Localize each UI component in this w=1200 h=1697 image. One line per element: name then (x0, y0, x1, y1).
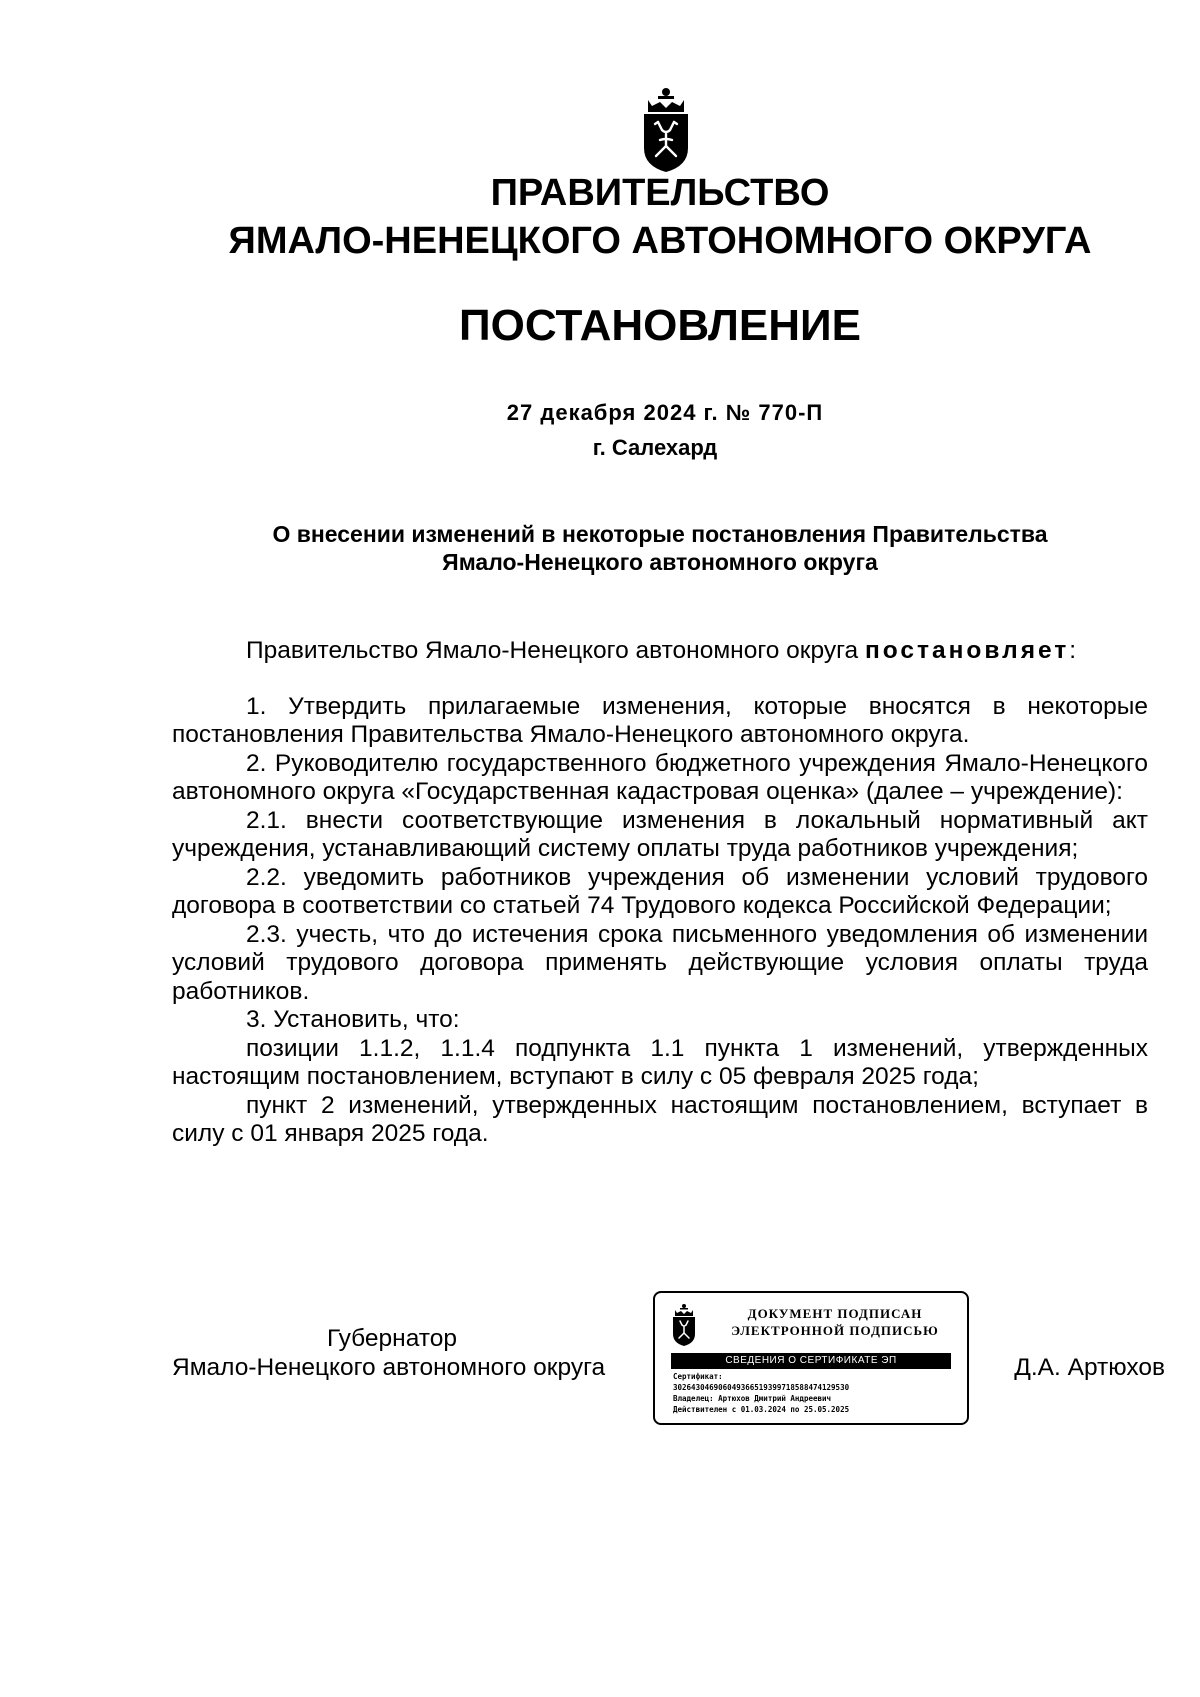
subject-line1: О внесении изменений в некоторые постановления Правительства (272, 521, 1048, 547)
stamp-title-line1: ДОКУМЕНТ ПОДПИСАН (747, 1306, 923, 1321)
body-paragraph: позиции 1.1.2, 1.1.4 подпункта 1.1 пункта 1 изменений, утвержденных настоящим постановлением, вступают в силу с 05 февраля 2025 года; (172, 1034, 1148, 1090)
document-type: ПОСТАНОВЛЕНИЕ (458, 301, 862, 350)
body-paragraph: пункт 2 изменений, утвержденных настоящим постановлением, вступает в силу с 01 января 2025 года. (172, 1091, 1148, 1147)
stamp-cert-number: 302643046906049366519399718588474129530 (673, 1383, 850, 1392)
stamp-title-line2: ЭЛЕКТРОННОЙ ПОДПИСЬЮ (731, 1323, 939, 1338)
document-subject (200, 520, 1120, 576)
org-title-line2: ЯМАЛО-НЕНЕЦКОГО АВТОНОМНОГО ОКРУГА (228, 220, 1092, 262)
body-paragraph: 3. Установить, что: (246, 1006, 460, 1033)
electronic-signature-stamp (653, 1291, 969, 1425)
signer-position: Губернатор (327, 1325, 457, 1352)
coat-of-arms-icon (638, 86, 694, 174)
document-city: г. Салехард (592, 435, 718, 460)
intro-paragraph (172, 637, 1148, 666)
signer-region: Ямало-Ненецкого автономного округа (172, 1353, 606, 1381)
signer-title (172, 1325, 642, 1382)
body-paragraph: 2.1. внести соответствующие изменения в локальный нормативный акт учреждения, устанавливающий систему оплаты труда работников учреждения; (172, 806, 1148, 862)
intro-colon: : (1069, 637, 1077, 664)
stamp-owner: Владелец: Артюхов Дмитрий Андреевич (673, 1394, 832, 1403)
intro-verb: постановляет (864, 637, 1070, 664)
body-paragraph: 2.2. уведомить работников учреждения об изменении условий трудового договора в соответствии со статьей 74 Трудового кодекса Российской Федерации; (172, 863, 1148, 919)
stamp-coat-of-arms-icon (669, 1303, 699, 1347)
stamp-certificate-info (673, 1371, 953, 1415)
stamp-certificate-bar: СВЕДЕНИЯ О СЕРТИФИКАТЕ ЭП (671, 1353, 951, 1369)
document-body (172, 637, 1148, 1149)
body-paragraph: 1. Утвердить прилагаемые изменения, которые вносятся в некоторые постановления Правительства Ямало-Ненецкого автономного округа. (172, 692, 1148, 748)
signer-name: Д.А. Артюхов (1014, 1354, 1165, 1381)
stamp-validity: Действителен с 01.03.2024 по 25.05.2025 (673, 1405, 850, 1414)
document-date-number: 27 декабря 2024 г. № 770-П (506, 400, 824, 425)
subject-line2: Ямало-Ненецкого автономного округа (442, 549, 878, 575)
stamp-cert-label: Сертификат: (673, 1372, 723, 1381)
stamp-title (715, 1305, 955, 1339)
org-title-line1: ПРАВИТЕЛЬСТВО (490, 172, 830, 214)
body-paragraph: 2. Руководителю государственного бюджетного учреждения Ямало-Ненецкого автономного округа «Государственная кадастровая оценка» (далее – учреждение): (172, 749, 1148, 805)
intro-text: Правительство Ямало-Ненецкого автономного округа (246, 637, 865, 664)
body-paragraph: 2.3. учесть, что до истечения срока письменного уведомления об изменении условий трудового договора применять действующие условия оплаты труда работников. (172, 920, 1148, 1005)
